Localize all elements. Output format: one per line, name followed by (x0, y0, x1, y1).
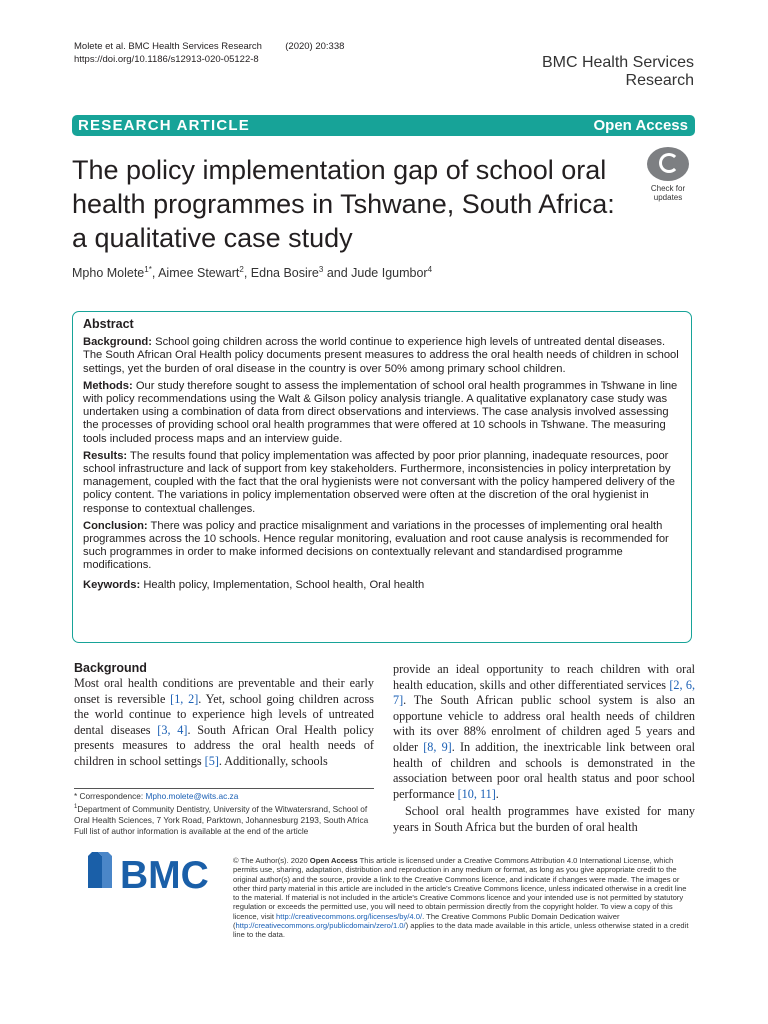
section-heading-background: Background (74, 661, 147, 675)
author-list: Mpho Molete$^{1*}$, Aimee Stewart$^2$, Edna Bosire$^3$ and Jude Igumbor$^4$ (72, 265, 433, 281)
abstract-heading: Abstract (83, 317, 134, 331)
author-name[interactable]: Jude Igumbor (351, 266, 428, 281)
bmc-logo (84, 850, 224, 894)
abstract-keywords: Keywords: Health policy, Implementation, School health, Oral health (83, 578, 425, 591)
bmc-logo-text: BMC (120, 854, 209, 894)
correspondence-footnote: * Correspondence: Mpho.molete@wits.ac.za $^1$Department of Community Dentistry, University of the Witwatersrand, School of Oral Health Sciences, 7 York Road, Parktown, Johannesburg 2193, South Africa Full list of author information is available at the end of the article (74, 788, 374, 838)
citation-ref[interactable]: [2, 6, 7] (393, 677, 695, 708)
abstract-results: Results: The results found that policy implementation was affected by poor prior planning, inadequate resources, poor school infrastructure and lack of support from key stakeholders. Furthermore, inconsistencies in policy interpretation by management, coupled with the fact that the oral hygienists were not conversant with the policy hampered delivery of the policy content. The variations in policy implementation observed were often at the discretion of the oral hygienist in response to contextual challenges. (83, 449, 676, 515)
abstract-box (72, 311, 692, 643)
open-access-label: Open Access (593, 117, 688, 134)
article-type-label: RESEARCH ARTICLE (78, 117, 250, 134)
citation-ref[interactable]: [3, 4] (157, 722, 188, 737)
body-paragraph: provide an ideal opportunity to reach children with oral health education, skills and other differentiated services [2, 6, 7]. The South African public school system is also an opportune vehicle to address oral health needs of children with its over 88% enrolment of children aged 5 years and older [8, 9]. In addition, the inextricable link between oral health of children and schools is demonstrated in the association between poor oral health status and poor school performance [10, 11]. (393, 662, 695, 801)
body-right-column (393, 662, 695, 836)
article-type-banner (72, 115, 695, 136)
citation-text: Molete et al. BMC Health Services Research (74, 41, 262, 52)
cc-by-license-link[interactable]: http://creativecommons.org/licenses/by/4.0/ (276, 911, 423, 921)
updates-icon (647, 147, 689, 181)
journal-name: BMC Health Services Research (541, 54, 694, 89)
citation-line (74, 41, 344, 53)
citation-ref[interactable]: [8, 9] (423, 739, 452, 754)
body-paragraph: Most oral health conditions are preventable and their early onset is reversible [1, 2]. Yet, school going children across the world continue to experience high levels of untreated dental diseases [3, 4]. South African Oral Health policy presents measures to address the oral health needs of children in school settings [5]. Additionally, schools (74, 676, 375, 768)
citation-ref[interactable]: [10, 11] (457, 786, 496, 801)
full-author-info-note: Full list of author information is available at the end of the article (74, 826, 309, 837)
citation-ref[interactable]: [5] (204, 753, 219, 768)
citation-year-volume: (2020) 20:338 (285, 41, 345, 52)
affiliation-text: $^1$Department of Community Dentistry, University of the Witwatersrand, School of Oral Health Sciences, 7 York Road, Parktown, Johannesburg 2193, South Africa (74, 803, 369, 826)
abstract-methods: Methods: Our study therefore sought to assess the implementation of school oral health programmes in Tshwane in line with policy recommendations using the Walt & Gilson policy analysis triangle. A qualitative explanatory case study was undertaken using a combination of data from direct observations and interviews. The case analysis involved assessing the processes of providing school oral health programmes that were offered at 10 schools in Tshwane. The measuring tools included process maps and an interview guide. (83, 379, 678, 445)
article-title: The policy implementation gap of school oral health programmes in Tshwane, South Africa: a qualitative case study (72, 155, 615, 253)
author-name[interactable]: Edna Bosire (250, 266, 319, 281)
check-for-updates-badge[interactable] (644, 147, 692, 202)
body-left-column (74, 661, 374, 770)
abstract-conclusion: Conclusion: There was policy and practice misalignment and variations in the processes of implementing oral health programmes across the 10 schools. Hence regular monitoring, evaluation and root cause analysis is recommended for such programmes in order to make informed decisions on contextually relevant and standardised programme modifications. (83, 519, 669, 572)
body-paragraph: School oral health programmes have existed for many years in South Africa but the burden of oral health (393, 804, 695, 834)
doi-link[interactable]: https://doi.org/10.1186/s12913-020-05122-8 (74, 54, 259, 65)
badge-text: Check for updates (650, 184, 686, 202)
abstract-background: Background: School going children across the world continue to experience high levels of untreated dental diseases. The South African Oral Health policy documents present measures to address the oral health needs of children in school settings, yet the burden of oral disease in the country is over 50% among primary school children. (83, 336, 679, 375)
author-name[interactable]: Mpho Molete (72, 266, 145, 281)
correspondence-email-link[interactable]: Mpho.molete@wits.ac.za (145, 791, 239, 801)
author-name[interactable]: Aimee Stewart (158, 266, 240, 281)
cc-zero-waiver-link[interactable]: http://creativecommons.org/publicdomain/zero/1.0/ (235, 921, 406, 931)
citation-ref[interactable]: [1, 2] (170, 691, 199, 706)
license-statement: © The Author(s). 2020 Open Access This article is licensed under a Creative Commons Attribution 4.0 International License, which permits use, sharing, adaptation, distribution and reproduction in any medium or format, as long as you give appropriate credit to the original author(s) and the source, provide a link to the Creative Commons licence, and indicate if changes were made. The images or other third party material in this article are included in the article's Creative Commons licence, unless indicated otherwise in a credit line to the material. If material is not included in the article's Creative Commons licence and your intended use is not permitted by statutory regulation or exceeds the permitted use, you will need to obtain permission directly from the copyright holder. To view a copy of this licence, visit http://creativecommons.org/licenses/by/4.0/. The Creative Commons Public Domain Dedication waiver (http://creativecommons.org/publicdomain/zero/1.0/) applies to the data made available in this article, unless otherwise stated in a credit line to the data. (233, 856, 689, 940)
